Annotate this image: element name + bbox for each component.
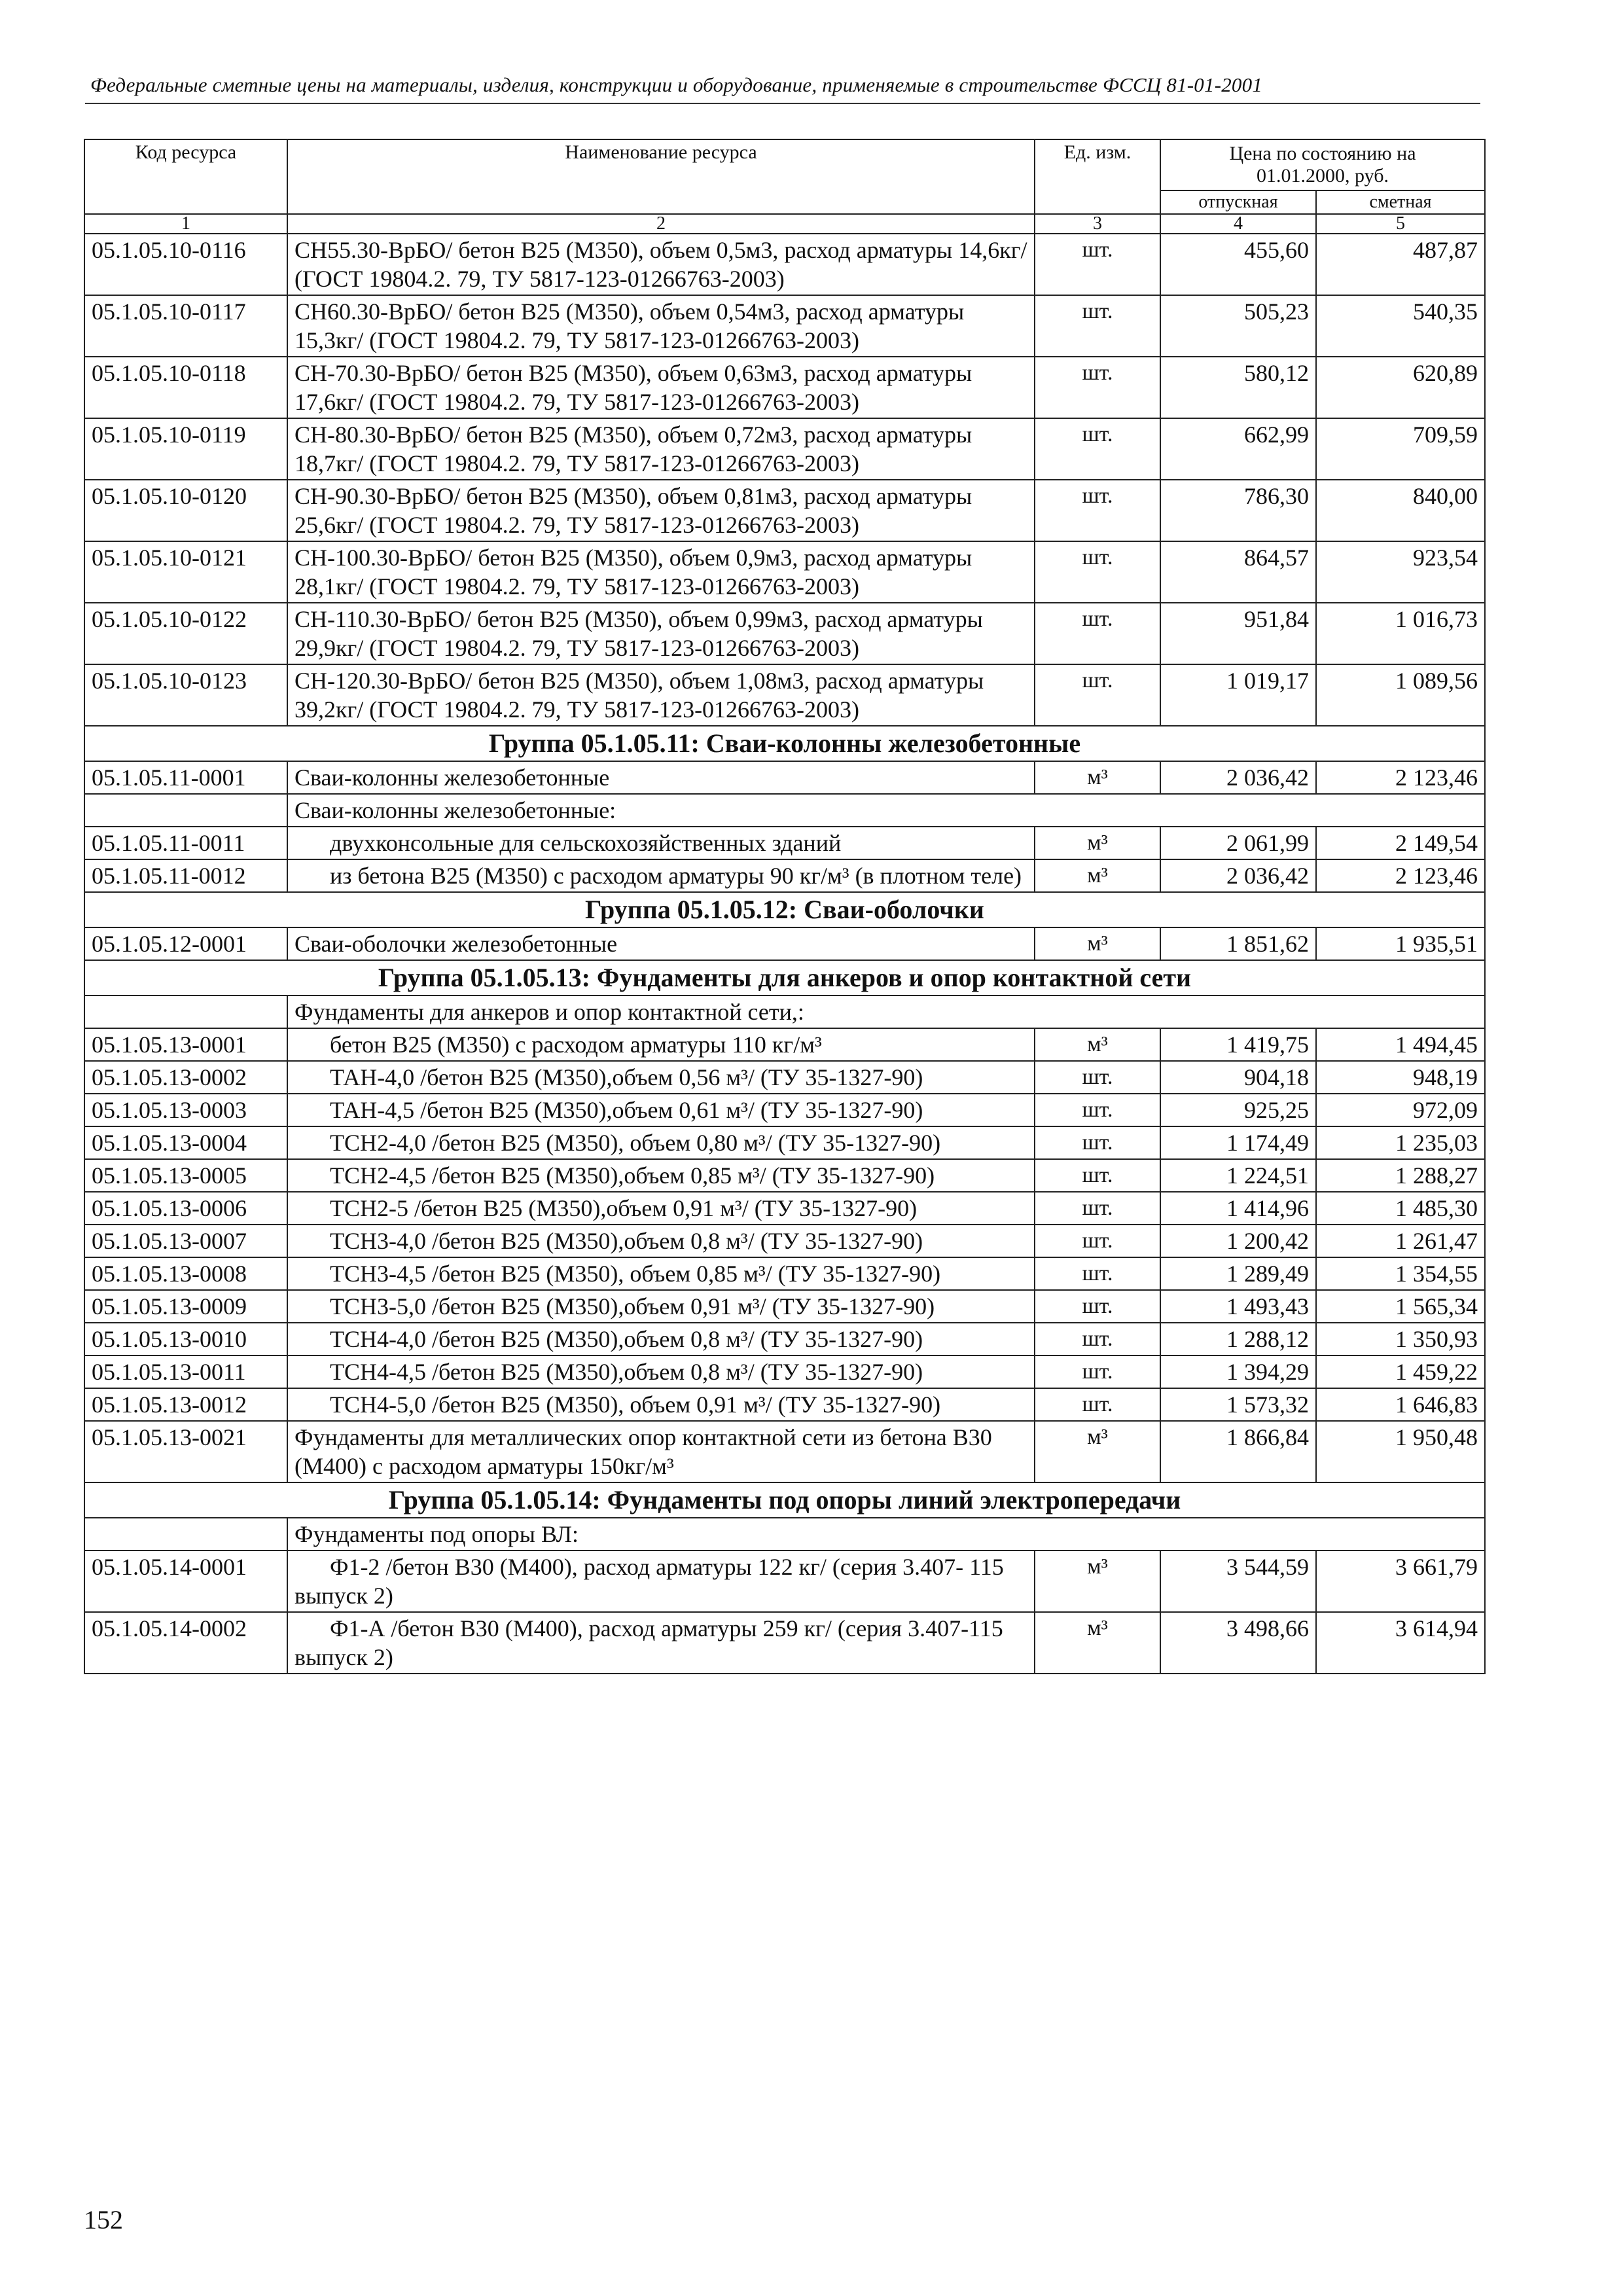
resource-name-text: Ф1-А /бетон В30 (М400), расход арматуры 259 кг/ (серия 3.407-115 выпуск 2) xyxy=(294,1615,1003,1670)
col-number: 1 xyxy=(84,214,287,234)
table-row xyxy=(84,1290,1485,1323)
table-row xyxy=(84,357,1485,418)
resource-unit: м³ xyxy=(1035,1551,1160,1612)
estimate-price: 620,89 xyxy=(1316,357,1485,418)
group-heading-row xyxy=(84,892,1485,927)
table-row xyxy=(84,1612,1485,1674)
subheading-row xyxy=(84,794,1485,827)
resource-unit: шт. xyxy=(1035,1290,1160,1323)
resource-name xyxy=(287,1323,1035,1355)
resource-unit: шт. xyxy=(1035,234,1160,295)
col-number: 2 xyxy=(287,214,1035,234)
group-heading-row xyxy=(84,960,1485,996)
col-header-price: Цена по состоянию на 01.01.2000, руб. xyxy=(1160,139,1485,190)
release-price: 1 573,32 xyxy=(1160,1388,1316,1421)
resource-code: 05.1.05.11-0001 xyxy=(84,761,287,794)
resource-code: 05.1.05.10-0118 xyxy=(84,357,287,418)
resource-name-text: из бетона В25 (М350) с расходом арматуры 90 кг/м³ (в плотном теле) xyxy=(330,863,1022,889)
resource-name xyxy=(287,1355,1035,1388)
estimate-price: 3 614,94 xyxy=(1316,1612,1485,1674)
resource-unit: шт. xyxy=(1035,1355,1160,1388)
resource-unit: шт. xyxy=(1035,541,1160,603)
group-heading: Группа 05.1.05.13: Фундаменты для анкеров и опор контактной сети xyxy=(84,960,1485,996)
estimate-price: 2 123,46 xyxy=(1316,859,1485,892)
resource-unit: шт. xyxy=(1035,1094,1160,1126)
estimate-price: 1 354,55 xyxy=(1316,1257,1485,1290)
subheading-text: Сваи-колонны железобетонные: xyxy=(287,794,1485,827)
resource-code: 05.1.05.11-0011 xyxy=(84,827,287,859)
release-price: 1 493,43 xyxy=(1160,1290,1316,1323)
resource-code: 05.1.05.13-0008 xyxy=(84,1257,287,1290)
resource-unit: шт. xyxy=(1035,418,1160,480)
resource-unit: м³ xyxy=(1035,859,1160,892)
resource-code: 05.1.05.11-0012 xyxy=(84,859,287,892)
resource-name xyxy=(287,1551,1035,1612)
release-price: 662,99 xyxy=(1160,418,1316,480)
release-price: 1 866,84 xyxy=(1160,1421,1316,1482)
resource-code: 05.1.05.13-0005 xyxy=(84,1159,287,1192)
release-price: 505,23 xyxy=(1160,295,1316,357)
release-price: 2 061,99 xyxy=(1160,827,1316,859)
resource-code: 05.1.05.13-0010 xyxy=(84,1323,287,1355)
table-row xyxy=(84,603,1485,664)
empty-cell xyxy=(84,1518,287,1551)
group-heading-row xyxy=(84,726,1485,761)
release-price: 951,84 xyxy=(1160,603,1316,664)
resource-name: Фундаменты для металлических опор контактной сети из бетона В30 (М400) с расходом арматуры 150кг/м³ xyxy=(287,1421,1035,1482)
release-price: 580,12 xyxy=(1160,357,1316,418)
resource-name xyxy=(287,1225,1035,1257)
resource-code: 05.1.05.13-0012 xyxy=(84,1388,287,1421)
group-heading: Группа 05.1.05.14: Фундаменты под опоры линий электропередачи xyxy=(84,1482,1485,1518)
col-number: 4 xyxy=(1160,214,1316,234)
subheading-row xyxy=(84,996,1485,1028)
resource-unit: шт. xyxy=(1035,1061,1160,1094)
release-price: 1 414,96 xyxy=(1160,1192,1316,1225)
table-row xyxy=(84,1094,1485,1126)
subheading-text: Фундаменты для анкеров и опор контактной сети,: xyxy=(287,996,1485,1028)
table-row xyxy=(84,1061,1485,1094)
release-price: 1 289,49 xyxy=(1160,1257,1316,1290)
resource-code: 05.1.05.10-0116 xyxy=(84,234,287,295)
estimate-price: 1 935,51 xyxy=(1316,927,1485,960)
estimate-price: 1 565,34 xyxy=(1316,1290,1485,1323)
table-row xyxy=(84,234,1485,295)
release-price: 1 200,42 xyxy=(1160,1225,1316,1257)
table-row xyxy=(84,1421,1485,1482)
table-row xyxy=(84,1323,1485,1355)
resource-name-text: ТСН2-5 /бетон В25 (М350),объем 0,91 м³/ (ТУ 35-1327-90) xyxy=(330,1195,918,1221)
table-row xyxy=(84,541,1485,603)
resource-name-text: ТСН3-4,5 /бетон В25 (М350), объем 0,85 м³/ (ТУ 35-1327-90) xyxy=(330,1261,941,1287)
table-row xyxy=(84,1225,1485,1257)
resource-unit: шт. xyxy=(1035,1323,1160,1355)
estimate-price: 923,54 xyxy=(1316,541,1485,603)
resource-code: 05.1.05.10-0122 xyxy=(84,603,287,664)
release-price: 925,25 xyxy=(1160,1094,1316,1126)
estimate-price: 1 485,30 xyxy=(1316,1192,1485,1225)
table-row xyxy=(84,827,1485,859)
table-row xyxy=(84,1126,1485,1159)
col-header-release: отпускная xyxy=(1160,190,1316,214)
col-header-code: Код ресурса xyxy=(84,139,287,214)
estimate-price: 1 235,03 xyxy=(1316,1126,1485,1159)
header-rule xyxy=(85,103,1480,104)
resource-code: 05.1.05.10-0119 xyxy=(84,418,287,480)
resource-name-text: бетон В25 (М350) с расходом арматуры 110 кг/м³ xyxy=(330,1031,822,1058)
estimate-price: 1 494,45 xyxy=(1316,1028,1485,1061)
release-price: 3 498,66 xyxy=(1160,1612,1316,1674)
resource-name xyxy=(287,1388,1035,1421)
resource-code: 05.1.05.14-0001 xyxy=(84,1551,287,1612)
resource-unit: шт. xyxy=(1035,1192,1160,1225)
resource-code: 05.1.05.14-0002 xyxy=(84,1612,287,1674)
col-number: 5 xyxy=(1316,214,1485,234)
resource-name xyxy=(287,1192,1035,1225)
release-price: 904,18 xyxy=(1160,1061,1316,1094)
resource-name: Сваи-оболочки железобетонные xyxy=(287,927,1035,960)
resource-code: 05.1.05.13-0007 xyxy=(84,1225,287,1257)
resource-unit: м³ xyxy=(1035,1612,1160,1674)
resource-name: СН-120.30-ВрБО/ бетон В25 (М350), объем 1,08м3, расход арматуры 39,2кг/ (ГОСТ 19804.2. 79, ТУ 5817-123-01266763-2003) xyxy=(287,664,1035,726)
estimate-price: 1 261,47 xyxy=(1316,1225,1485,1257)
page-number: 152 xyxy=(84,2205,123,2234)
estimate-price: 540,35 xyxy=(1316,295,1485,357)
resource-name-text: ТСН2-4,5 /бетон В25 (М350),объем 0,85 м³/ (ТУ 35-1327-90) xyxy=(330,1162,935,1189)
resource-code: 05.1.05.13-0006 xyxy=(84,1192,287,1225)
resource-code: 05.1.05.10-0123 xyxy=(84,664,287,726)
resource-code: 05.1.05.13-0009 xyxy=(84,1290,287,1323)
resource-name-text: ТАН-4,5 /бетон В25 (М350),объем 0,61 м³/ (ТУ 35-1327-90) xyxy=(330,1097,923,1123)
resource-code: 05.1.05.13-0021 xyxy=(84,1421,287,1482)
resource-name xyxy=(287,1094,1035,1126)
resource-name-text: ТСН3-4,0 /бетон В25 (М350),объем 0,8 м³/ (ТУ 35-1327-90) xyxy=(330,1228,923,1254)
resource-name-text: ТАН-4,0 /бетон В25 (М350),объем 0,56 м³/ (ТУ 35-1327-90) xyxy=(330,1064,923,1090)
resource-name-text: ТСН4-4,0 /бетон В25 (М350),объем 0,8 м³/ (ТУ 35-1327-90) xyxy=(330,1326,923,1352)
release-price: 1 224,51 xyxy=(1160,1159,1316,1192)
release-price: 455,60 xyxy=(1160,234,1316,295)
group-heading: Группа 05.1.05.11: Сваи-колонны железобетонные xyxy=(84,726,1485,761)
group-heading-row xyxy=(84,1482,1485,1518)
resource-name xyxy=(287,1126,1035,1159)
resource-code: 05.1.05.10-0117 xyxy=(84,295,287,357)
estimate-price: 487,87 xyxy=(1316,234,1485,295)
resource-unit: шт. xyxy=(1035,664,1160,726)
table-row xyxy=(84,1388,1485,1421)
estimate-price: 1 950,48 xyxy=(1316,1421,1485,1482)
resource-name-text: двухконсольные для сельскохозяйственных зданий xyxy=(330,830,842,856)
table-row xyxy=(84,418,1485,480)
empty-cell xyxy=(84,794,287,827)
group-heading: Группа 05.1.05.12: Сваи-оболочки xyxy=(84,892,1485,927)
release-price: 786,30 xyxy=(1160,480,1316,541)
resource-name xyxy=(287,1061,1035,1094)
col-number: 3 xyxy=(1035,214,1160,234)
resource-code: 05.1.05.10-0121 xyxy=(84,541,287,603)
release-price: 1 851,62 xyxy=(1160,927,1316,960)
release-price: 1 394,29 xyxy=(1160,1355,1316,1388)
subheading-row xyxy=(84,1518,1485,1551)
col-header-unit: Ед. изм. xyxy=(1035,139,1160,214)
estimate-price: 1 350,93 xyxy=(1316,1323,1485,1355)
table-row xyxy=(84,1355,1485,1388)
resource-unit: м³ xyxy=(1035,761,1160,794)
table-row xyxy=(84,761,1485,794)
resource-unit: шт. xyxy=(1035,480,1160,541)
resource-name xyxy=(287,859,1035,892)
estimate-price: 1 288,27 xyxy=(1316,1159,1485,1192)
estimate-price: 2 123,46 xyxy=(1316,761,1485,794)
release-price: 1 419,75 xyxy=(1160,1028,1316,1061)
empty-cell xyxy=(84,996,287,1028)
release-price: 2 036,42 xyxy=(1160,859,1316,892)
resource-code: 05.1.05.10-0120 xyxy=(84,480,287,541)
resource-name-text: Ф1-2 /бетон В30 (М400), расход арматуры 122 кг/ (серия 3.407- 115 выпуск 2) xyxy=(294,1554,1004,1609)
estimate-price: 840,00 xyxy=(1316,480,1485,541)
estimate-price: 1 646,83 xyxy=(1316,1388,1485,1421)
table-row xyxy=(84,480,1485,541)
resource-name: Сваи-колонны железобетонные xyxy=(287,761,1035,794)
release-price: 1 288,12 xyxy=(1160,1323,1316,1355)
resource-code: 05.1.05.13-0001 xyxy=(84,1028,287,1061)
resource-name-text: ТСН4-4,5 /бетон В25 (М350),объем 0,8 м³/ (ТУ 35-1327-90) xyxy=(330,1359,923,1385)
resource-name xyxy=(287,1290,1035,1323)
resource-unit: шт. xyxy=(1035,1388,1160,1421)
resource-unit: шт. xyxy=(1035,1257,1160,1290)
resource-name: СН60.30-ВрБО/ бетон В25 (М350), объем 0,54м3, расход арматуры 15,3кг/ (ГОСТ 19804.2. 79, ТУ 5817-123-01266763-2003) xyxy=(287,295,1035,357)
table-row xyxy=(84,1159,1485,1192)
price-table xyxy=(84,139,1486,1674)
table-body xyxy=(84,234,1485,1674)
release-price: 3 544,59 xyxy=(1160,1551,1316,1612)
resource-unit: м³ xyxy=(1035,927,1160,960)
subheading-text: Фундаменты под опоры ВЛ: xyxy=(287,1518,1485,1551)
col-header-name: Наименование ресурса xyxy=(287,139,1035,214)
table-row xyxy=(84,295,1485,357)
resource-name: СН-70.30-ВрБО/ бетон В25 (М350), объем 0,63м3, расход арматуры 17,6кг/ (ГОСТ 19804.2. 79, ТУ 5817-123-01266763-2003) xyxy=(287,357,1035,418)
resource-name-text: ТСН3-5,0 /бетон В25 (М350),объем 0,91 м³/ (ТУ 35-1327-90) xyxy=(330,1293,935,1319)
resource-unit: шт. xyxy=(1035,1225,1160,1257)
release-price: 1 174,49 xyxy=(1160,1126,1316,1159)
resource-code: 05.1.05.13-0011 xyxy=(84,1355,287,1388)
resource-name xyxy=(287,827,1035,859)
resource-name xyxy=(287,1159,1035,1192)
resource-code: 05.1.05.13-0003 xyxy=(84,1094,287,1126)
col-header-estimate: сметная xyxy=(1316,190,1485,214)
resource-unit: шт. xyxy=(1035,1159,1160,1192)
resource-unit: шт. xyxy=(1035,603,1160,664)
estimate-price: 972,09 xyxy=(1316,1094,1485,1126)
resource-unit: шт. xyxy=(1035,1126,1160,1159)
estimate-price: 948,19 xyxy=(1316,1061,1485,1094)
resource-name: СН-80.30-ВрБО/ бетон В25 (М350), объем 0,72м3, расход арматуры 18,7кг/ (ГОСТ 19804.2. 79, ТУ 5817-123-01266763-2003) xyxy=(287,418,1035,480)
estimate-price: 1 089,56 xyxy=(1316,664,1485,726)
resource-name xyxy=(287,1257,1035,1290)
resource-unit: шт. xyxy=(1035,357,1160,418)
resource-name-text: ТСН2-4,0 /бетон В25 (М350), объем 0,80 м³/ (ТУ 35-1327-90) xyxy=(330,1130,941,1156)
table-row xyxy=(84,859,1485,892)
resource-unit: шт. xyxy=(1035,295,1160,357)
resource-name: СН-90.30-ВрБО/ бетон В25 (М350), объем 0,81м3, расход арматуры 25,6кг/ (ГОСТ 19804.2. 79, ТУ 5817-123-01266763-2003) xyxy=(287,480,1035,541)
estimate-price: 1 016,73 xyxy=(1316,603,1485,664)
resource-code: 05.1.05.13-0002 xyxy=(84,1061,287,1094)
release-price: 2 036,42 xyxy=(1160,761,1316,794)
resource-name: СН-110.30-ВрБО/ бетон В25 (М350), объем 0,99м3, расход арматуры 29,9кг/ (ГОСТ 19804.2. 79, ТУ 5817-123-01266763-2003) xyxy=(287,603,1035,664)
resource-unit: м³ xyxy=(1035,1028,1160,1061)
resource-name: СН55.30-ВрБО/ бетон В25 (М350), объем 0,5м3, расход арматуры 14,6кг/ (ГОСТ 19804.2. 79, ТУ 5817-123-01266763-2003) xyxy=(287,234,1035,295)
running-header: Федеральные сметные цены на материалы, изделия, конструкции и оборудование, применяемые в строительстве ФССЦ 81-01-2001 xyxy=(90,73,1263,96)
table-row xyxy=(84,1028,1485,1061)
release-price: 864,57 xyxy=(1160,541,1316,603)
estimate-price: 2 149,54 xyxy=(1316,827,1485,859)
resource-code: 05.1.05.13-0004 xyxy=(84,1126,287,1159)
table-row xyxy=(84,927,1485,960)
resource-name-text: ТСН4-5,0 /бетон В25 (М350), объем 0,91 м³/ (ТУ 35-1327-90) xyxy=(330,1391,941,1418)
estimate-price: 3 661,79 xyxy=(1316,1551,1485,1612)
release-price: 1 019,17 xyxy=(1160,664,1316,726)
resource-unit: м³ xyxy=(1035,1421,1160,1482)
table-row xyxy=(84,1192,1485,1225)
estimate-price: 709,59 xyxy=(1316,418,1485,480)
table-row xyxy=(84,1257,1485,1290)
resource-name xyxy=(287,1612,1035,1674)
resource-name xyxy=(287,1028,1035,1061)
resource-name: СН-100.30-ВрБО/ бетон В25 (М350), объем 0,9м3, расход арматуры 28,1кг/ (ГОСТ 19804.2. 79, ТУ 5817-123-01266763-2003) xyxy=(287,541,1035,603)
table-row xyxy=(84,664,1485,726)
table-row xyxy=(84,1551,1485,1612)
resource-unit: м³ xyxy=(1035,827,1160,859)
resource-code: 05.1.05.12-0001 xyxy=(84,927,287,960)
estimate-price: 1 459,22 xyxy=(1316,1355,1485,1388)
